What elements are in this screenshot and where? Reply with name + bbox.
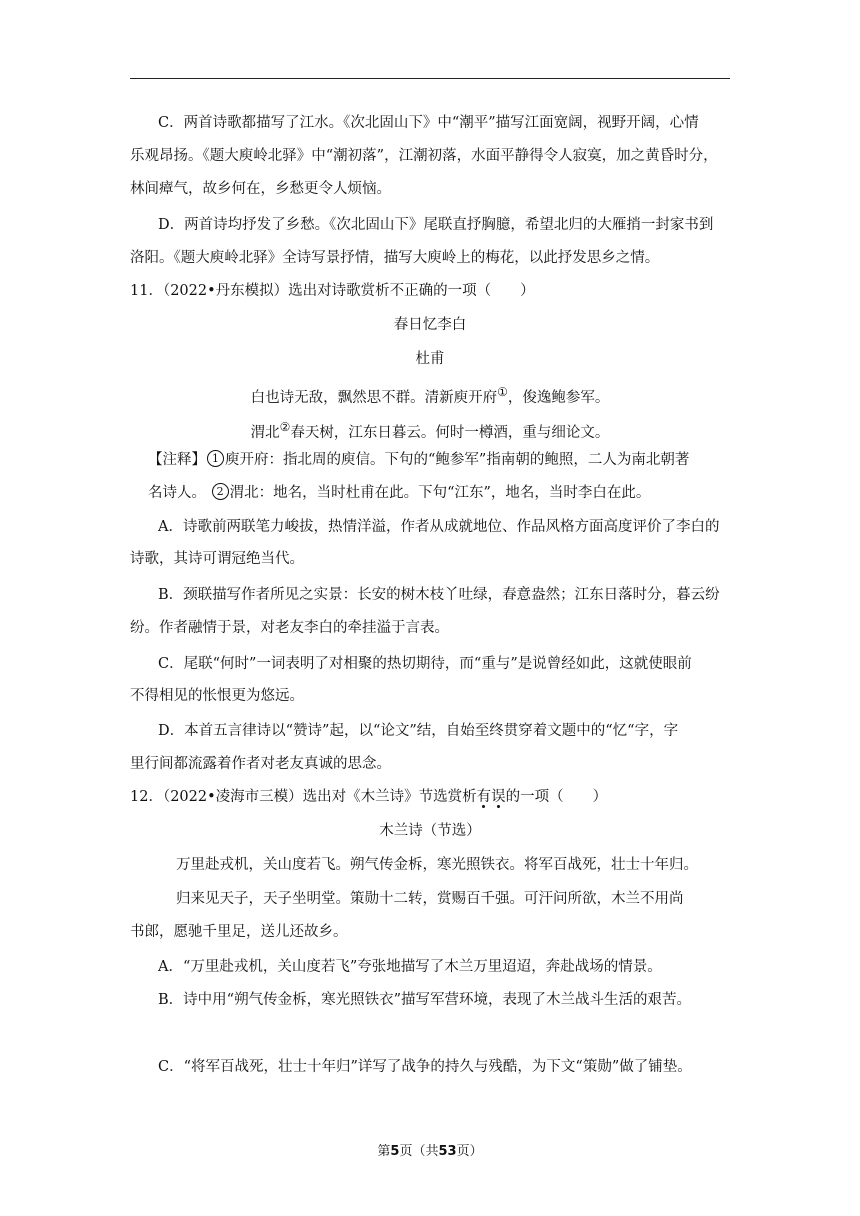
option-c-q10-line2: 乐观昂扬。《题大庾岭北驿》中“潮初落”，江潮初落，水面平静得令人寂寞，加之黄昏时分，: [130, 148, 718, 164]
poem1-title: 春日忆李白: [393, 317, 467, 333]
poem2-line3: 书郎，愿驰千里足，送儿还故乡。: [130, 924, 348, 940]
poem1-author: 杜甫: [415, 351, 445, 367]
page-total: 53: [438, 1144, 457, 1159]
poem1-line1: 白也诗无敌，飘然思不群。清新庾开府①，俊逸鲍参军。: [250, 385, 610, 406]
annotation-label: 【注释】: [148, 452, 206, 468]
poem2-title: 木兰诗（节选）: [379, 823, 481, 839]
annotation-line1: 【注释】 1 庾开府：指北周的庾信。下句的“鲍参军”指南朝的鲍照，二人为南北朝著: [148, 452, 690, 468]
emphasis-char-2: 误: [491, 789, 506, 805]
question-12: 12．（2022•凌海市三模）选出对《木兰诗》节选赏析有误的一项（ ）: [130, 789, 608, 805]
page-footer: 第5页（共53页）: [377, 1144, 483, 1159]
footnote-mark-2: ②: [279, 420, 291, 434]
option-d-q10-line1: D．两首诗均抒发了乡愁。《次北固山下》尾联直抒胸臆，希望北归的大雁捎一封家书到: [158, 217, 714, 233]
option-b-q11-line2: 纷。作者融情于景，对老友李白的牵挂溢于言表。: [130, 620, 449, 636]
footnote-mark-1: ①: [497, 385, 508, 399]
annotation-line2: 名诗人。 2 渭北：地名，当时杜甫在此。下句“江东”，地名，当时李白在此。: [148, 485, 651, 501]
question-11: 11．（2022•丹东模拟）选出对诗歌赏析不正确的一项（ ）: [130, 283, 535, 299]
circled-number-2: 2: [212, 483, 229, 500]
poem1-line2: 渭北②春天树，江东日暮云。何时一樽酒，重与细论文。: [250, 420, 610, 441]
option-a-q11-line1: A．诗歌前两联笔力峻拔，热情洋溢，作者从成就地位、作品风格方面高度评价了李白的: [158, 519, 720, 535]
circled-number-1: 1: [207, 450, 224, 467]
option-b-q11-line1: B．颈联描写作者所见之实景：长安的树木枝丫吐绿，春意盎然；江东日落时分，暮云纷: [158, 587, 720, 603]
poem2-line1: 万里赴戎机，关山度若飞。朔气传金柝，寒光照铁衣。将军百战死，壮士十年归。: [176, 857, 698, 873]
option-c-q11-line2: 不得相见的怅恨更为悠远。: [130, 688, 304, 704]
option-c-q11-line1: C．尾联“何时”一词表明了对相聚的热切期待，而“重与”是说曾经如此，这就使眼前: [158, 656, 692, 672]
option-c-q12: C．“将军百战死，壮士十年归”详写了战争的持久与残酷，为下文“策勋”做了铺垫。: [158, 1059, 692, 1075]
page-number: 5: [390, 1144, 400, 1159]
option-d-q11-line2: 里行间都流露着作者对老友真诚的思念。: [130, 756, 391, 772]
header-rule: [130, 78, 730, 79]
option-b-q12: B．诗中用“朔气传金柝，寒光照铁衣”描写军营环境，表现了木兰战斗生活的艰苦。: [158, 992, 691, 1008]
emphasis-char-1: 有: [476, 789, 492, 805]
option-c-q10-line1: C．两首诗歌都描写了江水。《次北固山下》中“潮平”描写江面宽阔，视野开阔，心情: [158, 115, 699, 131]
option-d-q10-line2: 洛阳。《题大庾岭北驿》全诗写景抒情，描写大庾岭上的梅花，以此抒发思乡之情。: [130, 250, 660, 266]
option-c-q10-line3: 林间瘴气，故乡何在，乡愁更令人烦恼。: [130, 181, 391, 197]
option-a-q12: A．“万里赴戎机，关山度若飞”夸张地描写了木兰万里迢迢，奔赴战场的情景。: [158, 959, 662, 975]
option-d-q11-line1: D．本首五言律诗以“赞诗”起，以“论文”结，自始至终贯穿着文题中的“忆“字，字: [158, 723, 679, 739]
poem2-line2: 归来见天子，天子坐明堂。策勋十二转，赏赐百千强。可汗问所欲，木兰不用尚: [176, 891, 684, 907]
option-a-q11-line2: 诗歌，其诗可谓冠绝当代。: [130, 551, 304, 567]
